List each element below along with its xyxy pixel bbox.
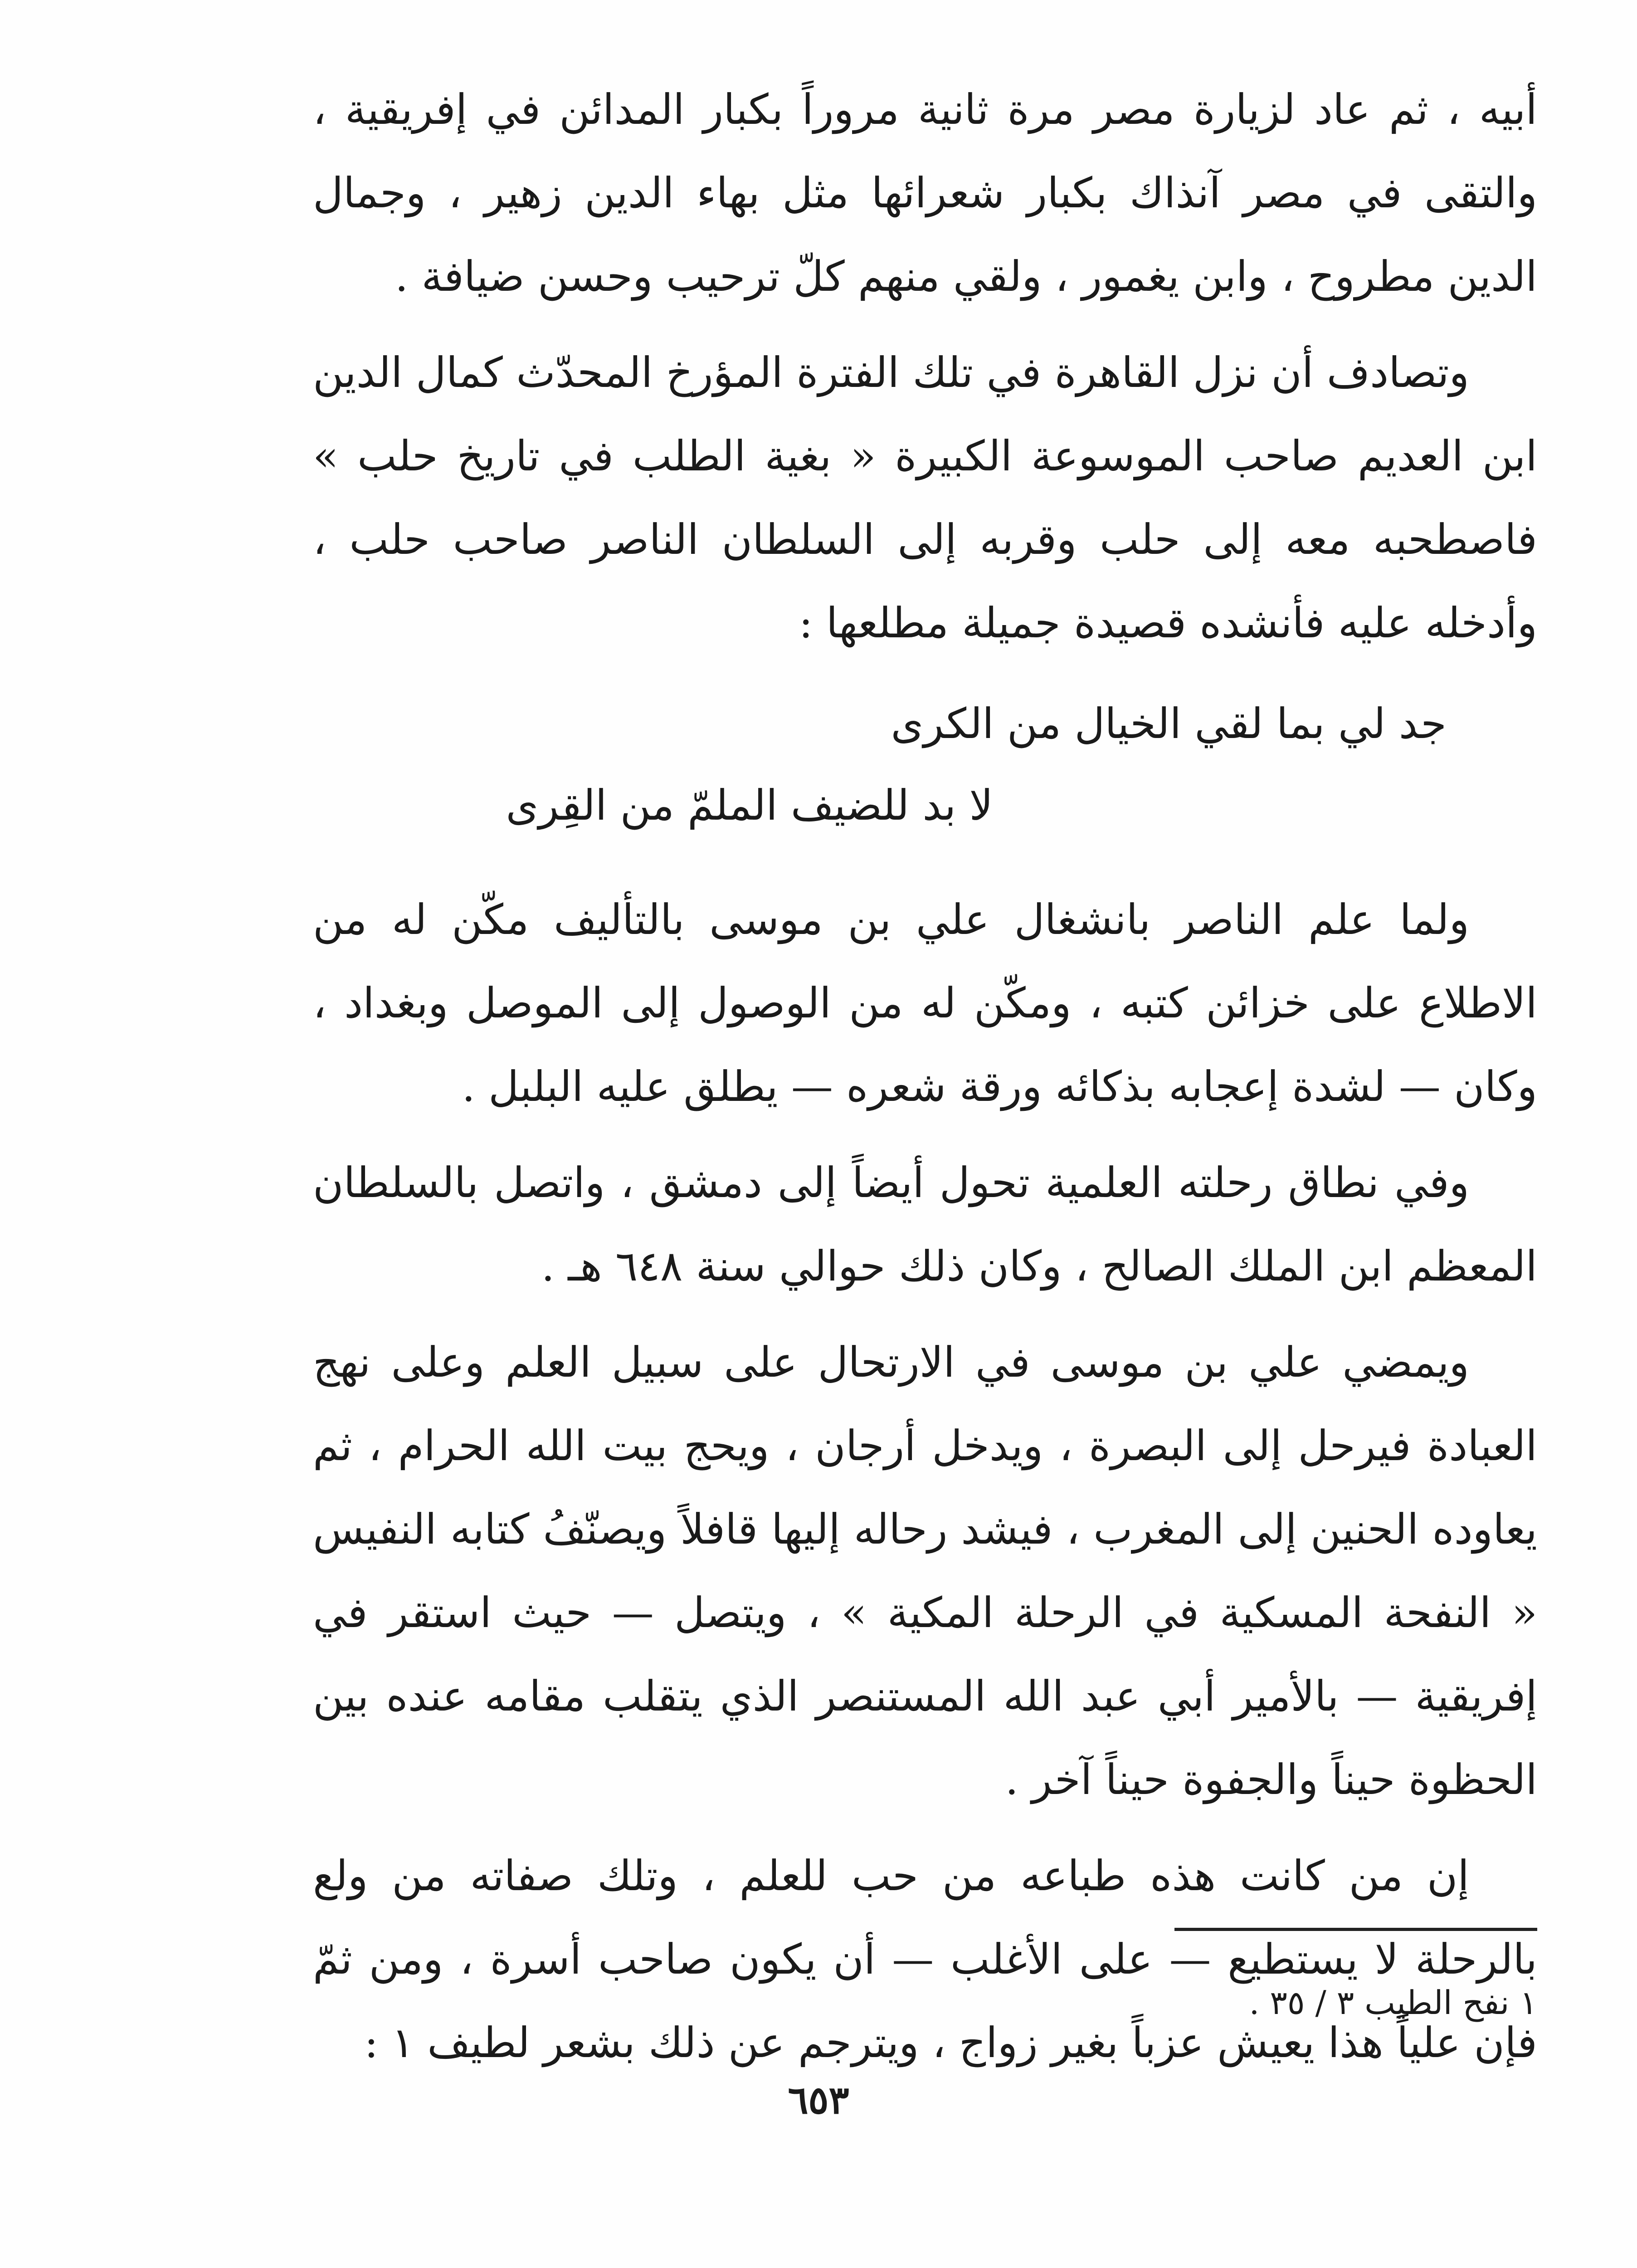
paragraph-4: وفي نطاق رحلته العلمية تحول أيضاً إلى دمشق ، واتصل بالسلطان المعظم ابن الملك الصالح ، وكان ذلك حوالي سنة ٦٤٨ هـ .	[313, 1158, 1537, 1290]
paragraph-1: أبيه ، ثم عاد لزيارة مصر مرة ثانية مروراً بكبار المدائن في إفريقية ، والتقى في مصر آنذاك بكبار شعرائها مثل بهاء الدين زهير ، وجمال الدين مطروح ، وابن يغمور ، ولقي منهم كلّ ترحيب وحسن ضيافة .	[313, 85, 1537, 301]
paragraph-5: ويمضي علي بن موسى في الارتحال على سبيل العلم وعلى نهج العبادة فيرحل إلى البصرة ، ويدخل أرجان ، ويحج بيت الله الحرام ، ثم يعاوده الحنين إلى المغرب ، فيشد رحاله إليها قافلاً ويصنّفُ كتابه النفيس « النفحة المسكية في الرحلة المكية » ، ويتصل — حيث استقر في إفريقية — بالأمير أبي عبد الله المستنصر الذي يتقلب مقامه عنده بين الحظوة حيناً والجفوة حيناً آخر .	[313, 1338, 1538, 1804]
verse-line-2: لا بد للضيف الملمّ من القِرى	[506, 781, 993, 830]
paragraph-2: وتصادف أن نزل القاهرة في تلك الفترة المؤرخ المحدّث كمال الدين ابن العديم صاحب الموسوعة الكبيرة « بغية الطلب في تاريخ حلب » فاصطحبه معه إلى حلب وقربه إلى السلطان الناصر صاحب حلب ، وأدخله عليه فأنشده قصيدة جميلة مطلعها :	[313, 348, 1537, 647]
paragraph-6: إن من كانت هذه طباعه من حب للعلم ، وتلك صفاته من ولع بالرحلة لا يستطيع — على الأغلب — أن يكون صاحب أسرة ، ومن ثمّ فإن علياً هذا يعيش عزباً بغير زواج ، ويترجم عن ذلك بشعر لطيف ١ :	[313, 1852, 1537, 2067]
verse-line-1: جد لي بما لقي الخيال من الكرى	[891, 699, 1447, 748]
paragraph-3: ولما علم الناصر بانشغال علي بن موسى بالتأليف مكّن له من الاطلاع على خزائن كتبه ، ومكّن له من الوصول إلى الموصل وبغداد ، وكان — لشدة إعجابه بذكائه ورقة شعره — يطلق عليه البلبل .	[313, 895, 1537, 1111]
footnote-divider	[1174, 1928, 1537, 1931]
poem-verse	[313, 683, 1537, 846]
page-number: ٦٥٣	[788, 2077, 849, 2122]
main-text	[313, 68, 1537, 2097]
footnote: ١ نفح الطيب ٣ / ٣٥ .	[1249, 1984, 1537, 2022]
